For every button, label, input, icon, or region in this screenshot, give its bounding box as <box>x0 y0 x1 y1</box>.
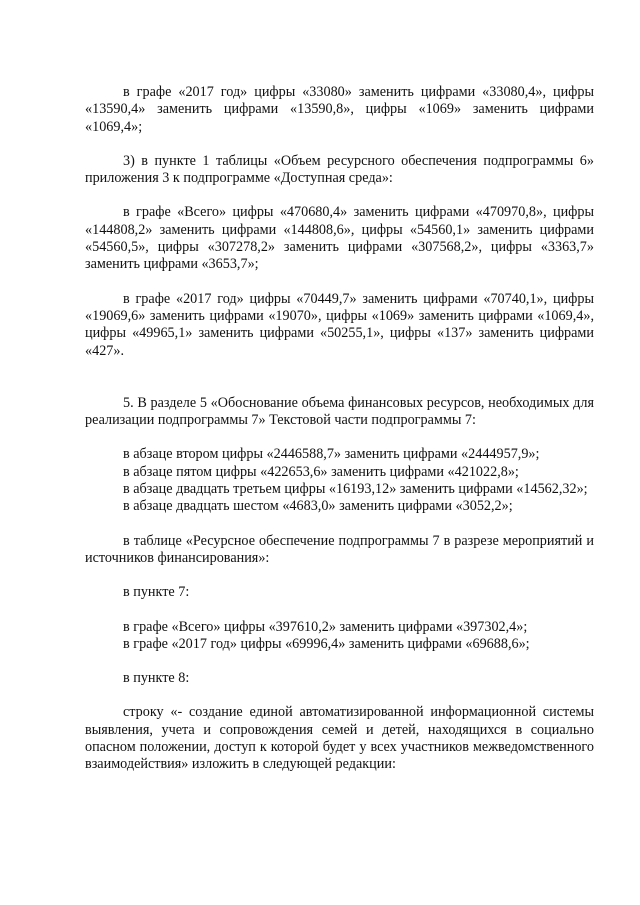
paragraph-2017-year-2: в графе «2017 год» цифры «70449,7» заменить цифрами «70740,1», цифры «19069,6» заменить цифрами «19070», цифры «1069» заменить цифрами «1069,4», цифры «49965,1» заменить цифрами «50255,1», цифры «137» заменить цифрами «427». <box>85 290 594 359</box>
paragraph-2017-year-1: в графе «2017 год» цифры «33080» заменить цифрами «33080,4», цифры «13590,4» заменить цифрами «13590,8», цифры «1069» заменить цифрами «1069,4»; <box>85 84 594 135</box>
paragraph-line-replacement: строку «- создание единой автоматизированной информационной системы выявления, учета и сопровождения семей и детей, находящихся в социально опасном положении, доступ к которой будет у всех участников межведомственного взаимодействия» изложить в следующей редакции: <box>85 704 594 773</box>
abzac-list <box>85 446 594 515</box>
paragraph-resource-table: в таблице «Ресурсное обеспечение подпрограммы 7 в разрезе мероприятий и источников финансирования»: <box>85 532 594 566</box>
paragraph-item-3: 3) в пункте 1 таблицы «Объем ресурсного обеспечения подпрограммы 6» приложения 3 к подпрограмме «Доступная среда»: <box>85 152 594 187</box>
paragraph-item-7: в пункте 7: <box>123 584 190 601</box>
paragraph-2017-year-3: в графе «2017 год» цифры «69996,4» заменить цифрами «69688,6»; <box>123 635 530 652</box>
paragraph-abzac-twenty-sixth: в абзаце двадцать шестом «4683,0» заменить цифрами «3052,2»; <box>123 498 513 515</box>
paragraph-abzac-second: в абзаце втором цифры «2446588,7» заменить цифрами «2444957,9»; <box>123 446 540 463</box>
paragraph-total-column: в графе «Всего» цифры «470680,4» заменить цифрами «470970,8», цифры «144808,2» заменить цифрами «144808,6», цифры «54560,1» заменить цифрами «54560,5», цифры «307278,2» заменить цифрами «307568,2», цифры «3363,7» заменить цифрами «3653,7»; <box>85 204 594 273</box>
item-7-changes <box>85 619 594 654</box>
paragraph-section-5: 5. В разделе 5 «Обоснование объема финансовых ресурсов, необходимых для реализации подпрограммы 7» Текстовой части подпрограммы 7: <box>85 394 594 429</box>
paragraph-abzac-fifth: в абзаце пятом цифры «422653,6» заменить цифрами «421022,8»; <box>123 463 519 480</box>
paragraph-total-column-2: в графе «Всего» цифры «397610,2» заменить цифрами «397302,4»; <box>123 618 528 635</box>
paragraph-item-8: в пункте 8: <box>123 670 190 687</box>
paragraph-abzac-twenty-third: в абзаце двадцать третьем цифры «16193,12» заменить цифрами «14562,32»; <box>123 481 588 498</box>
